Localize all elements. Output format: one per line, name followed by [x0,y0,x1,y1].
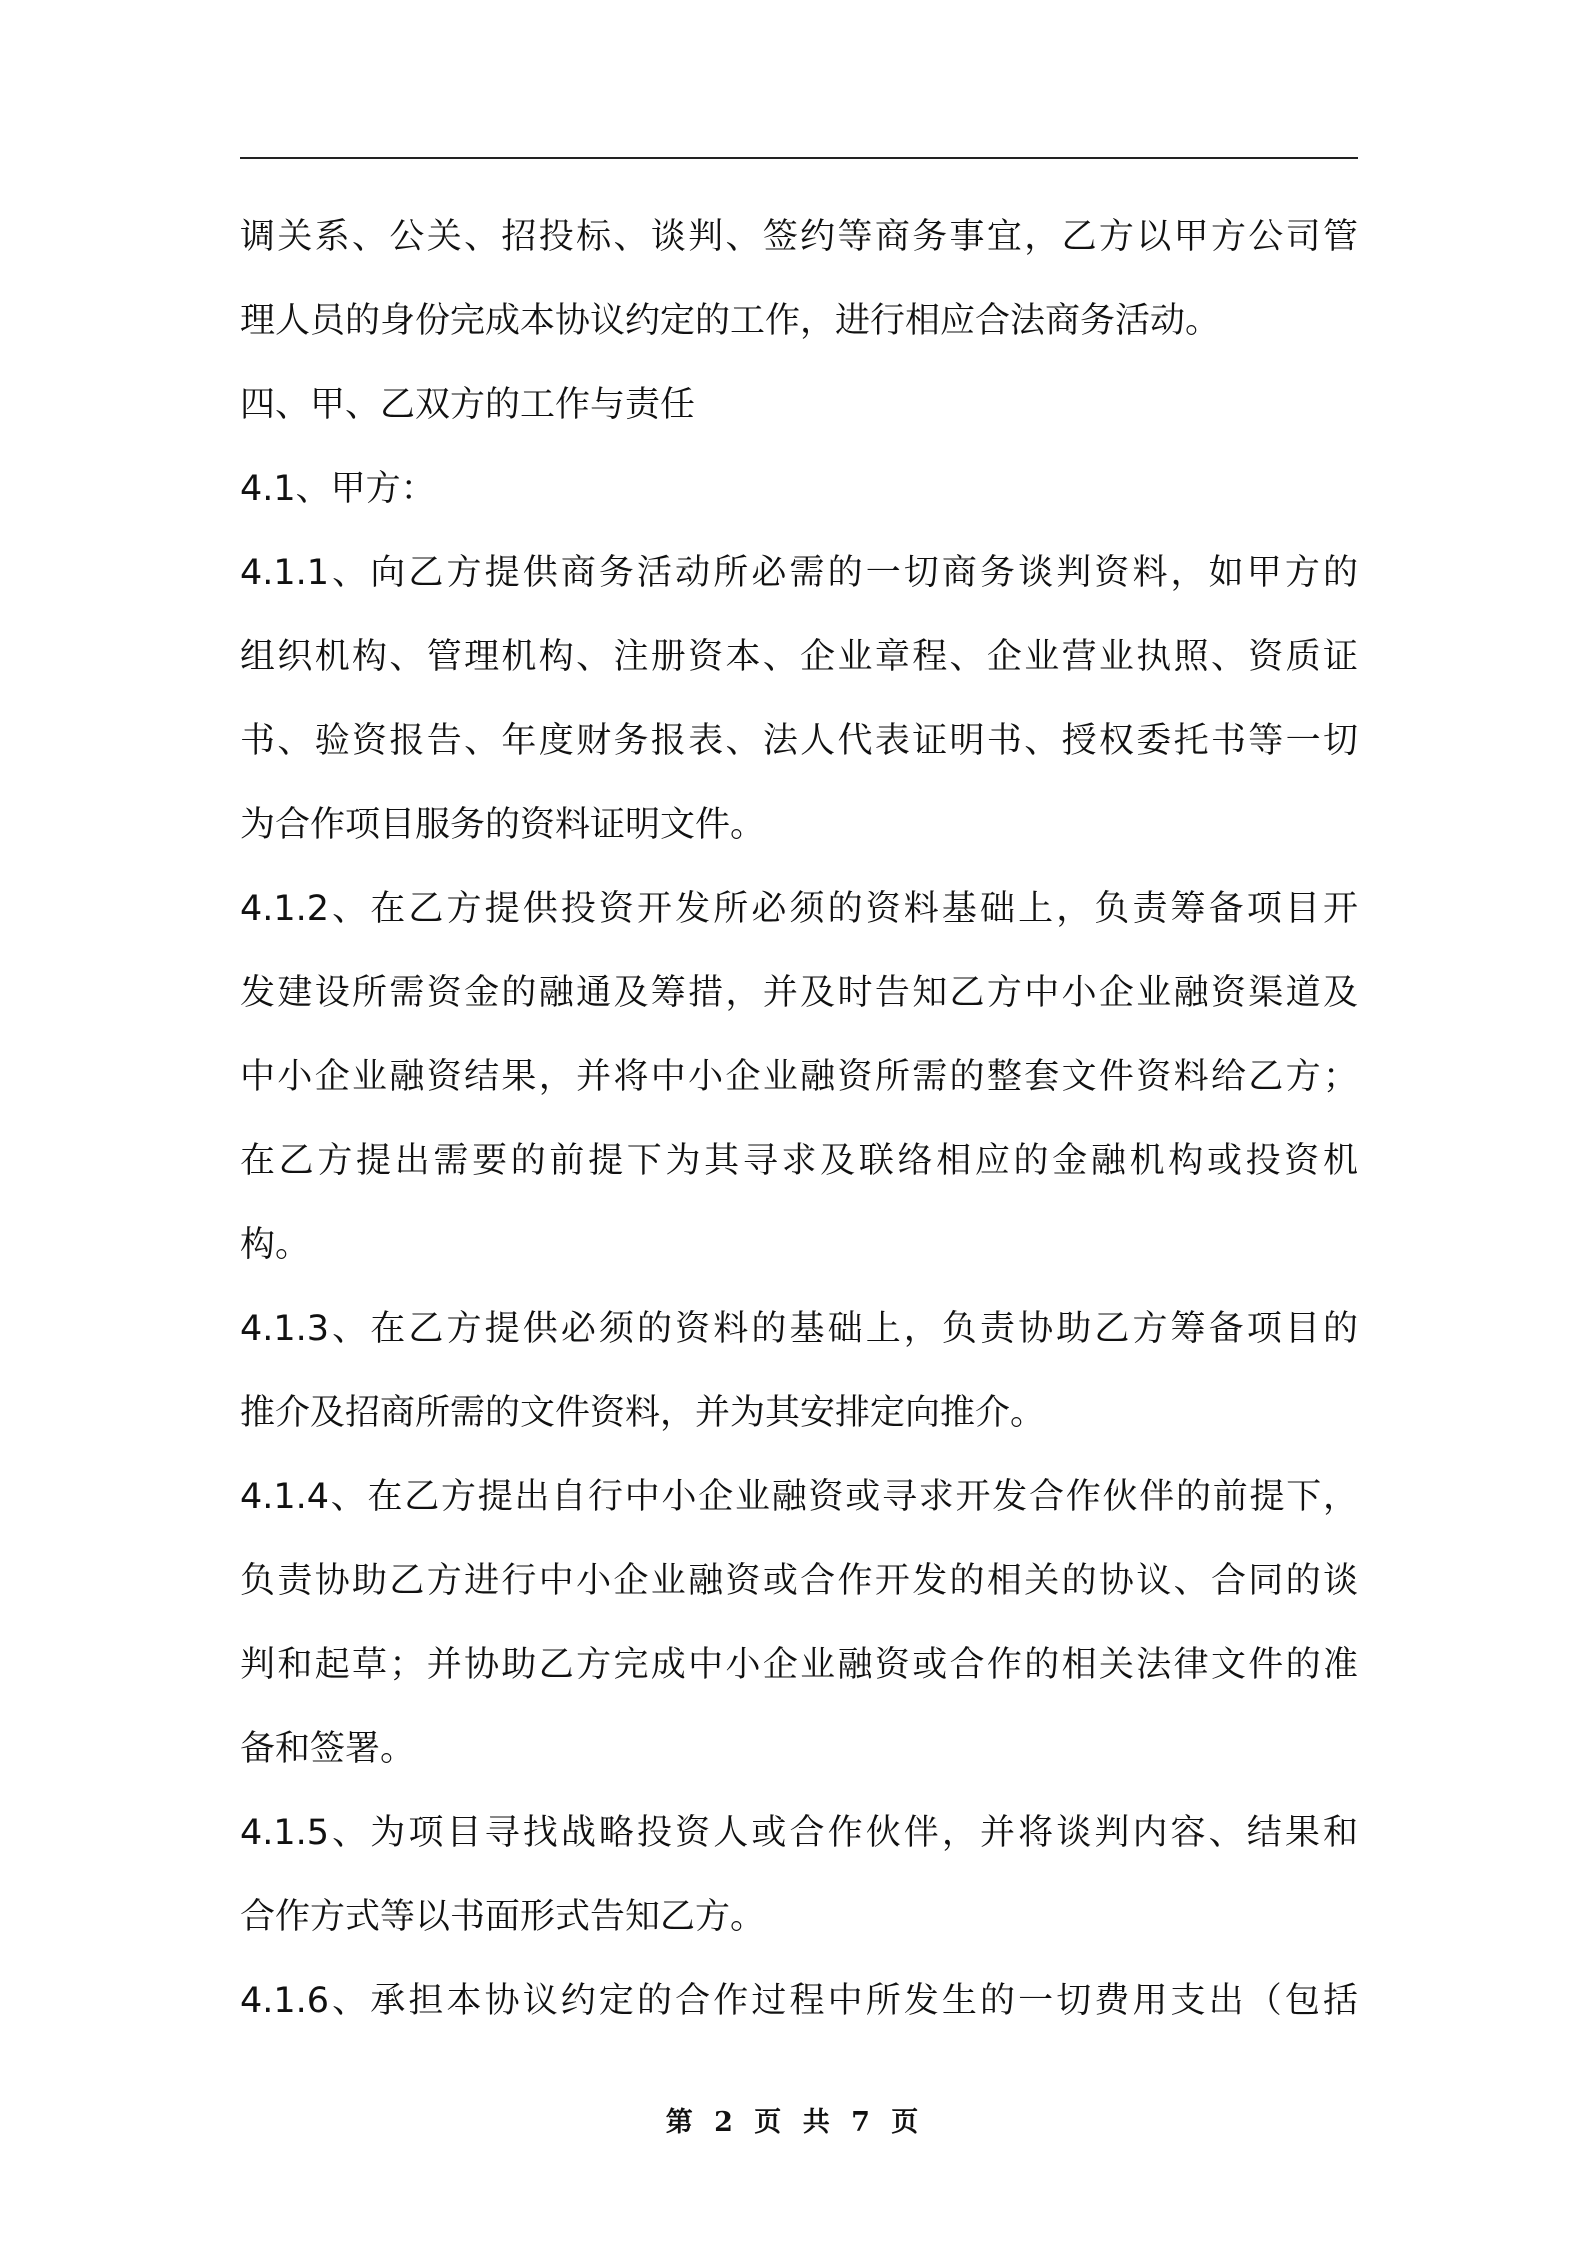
body-line-20: 4.1.5、为项目寻找战略投资人或合作伙伴，并将谈判内容、结果和 [240,1813,1358,1853]
body-line-14: 4.1.3、在乙方提供必须的资料的基础上，负责协助乙方筹备项目的 [240,1309,1358,1349]
subsection-heading: 4.1、甲方： [240,469,436,509]
body-line-6: 组织机构、管理机构、注册资本、企业章程、企业营业执照、资质证 [240,637,1358,677]
body-line-1: 调关系、公关、招投标、谈判、签约等商务事宜，乙方以甲方公司管 [240,217,1358,257]
header-rule [240,157,1358,159]
page-number-footer: 第 2 页 共 7 页 [665,2107,921,2138]
body-line-2: 理人员的身份完成本协议约定的工作，进行相应合法商务活动。 [240,301,1221,341]
body-line-19: 备和签署。 [240,1729,416,1769]
body-line-21: 合作方式等以书面形式告知乙方。 [240,1897,766,1937]
section-heading: 四、甲、乙双方的工作与责任 [240,385,696,425]
body-line-13: 构。 [240,1225,311,1265]
body-line-5: 4.1.1、向乙方提供商务活动所必需的一切商务谈判资料，如甲方的 [240,553,1358,593]
body-line-11: 中小企业融资结果，并将中小企业融资所需的整套文件资料给乙方； [240,1057,1358,1097]
body-line-10: 发建设所需资金的融通及筹措，并及时告知乙方中小企业融资渠道及 [240,973,1358,1013]
body-line-18: 判和起草；并协助乙方完成中小企业融资或合作的相关法律文件的准 [240,1645,1358,1685]
body-line-22: 4.1.6、承担本协议约定的合作过程中所发生的一切费用支出（包括 [240,1981,1358,2021]
body-line-15: 推介及招商所需的文件资料，并为其安排定向推介。 [240,1393,1046,1433]
body-line-7: 书、验资报告、年度财务报表、法人代表证明书、授权委托书等一切 [240,721,1358,761]
body-line-17: 负责协助乙方进行中小企业融资或合作开发的相关的协议、合同的谈 [240,1561,1358,1601]
body-line-9: 4.1.2、在乙方提供投资开发所必须的资料基础上，负责筹备项目开 [240,889,1358,929]
body-line-12: 在乙方提出需要的前提下为其寻求及联络相应的金融机构或投资机 [240,1141,1358,1181]
document-body [240,195,1358,2043]
body-line-16: 4.1.4、在乙方提出自行中小企业融资或寻求开发合作伙伴的前提下， [240,1477,1358,1517]
body-line-8: 为合作项目服务的资料证明文件。 [240,805,766,845]
